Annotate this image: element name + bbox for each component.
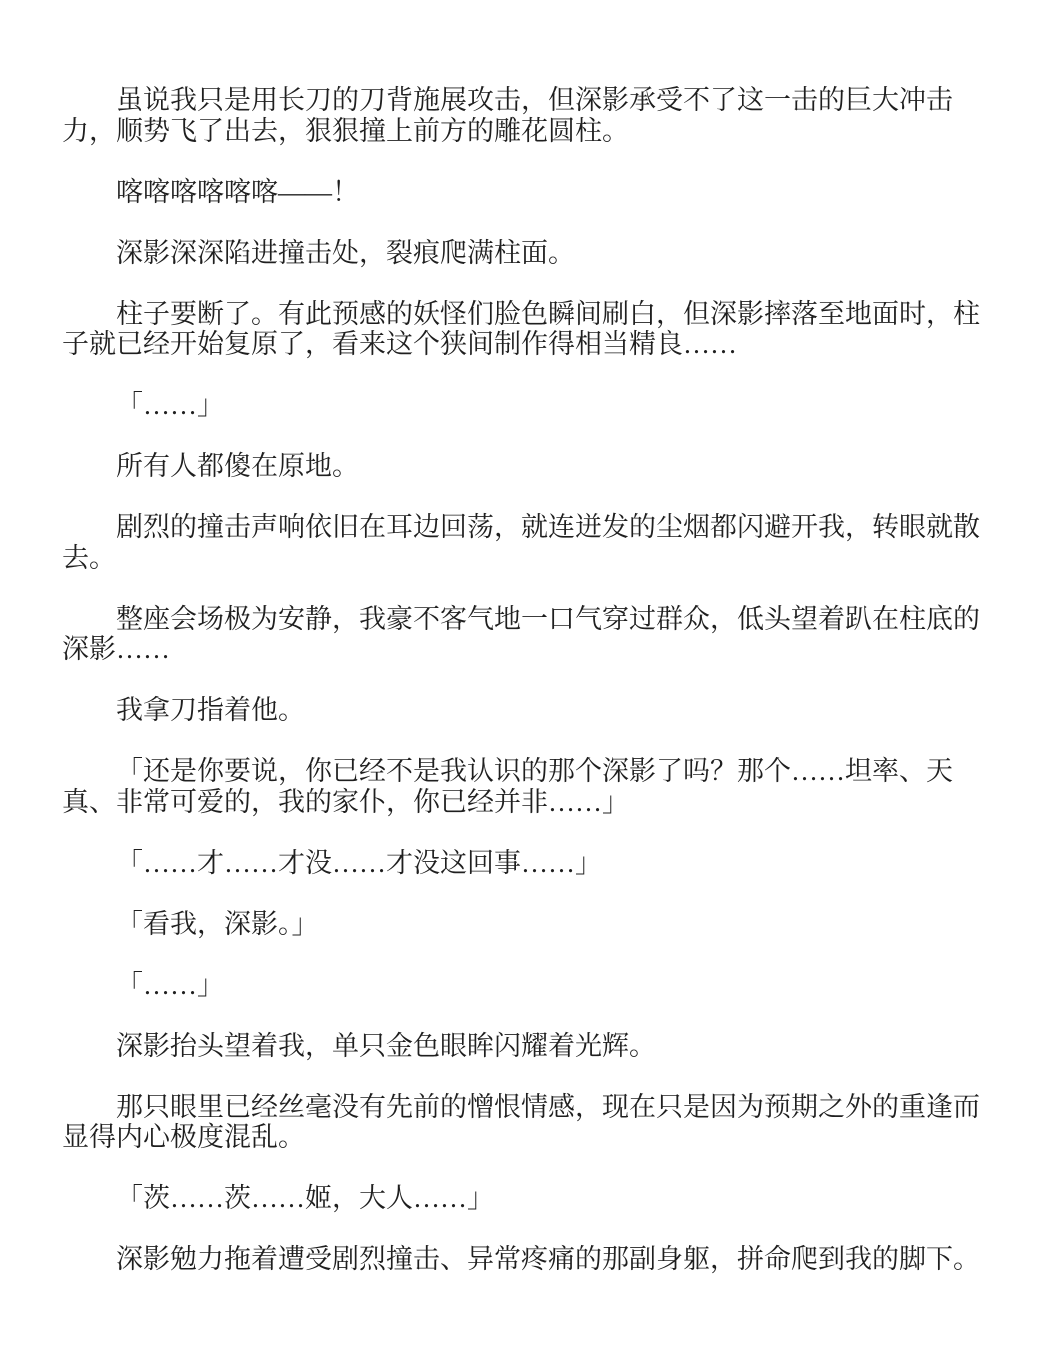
paragraph-dialogue-5: 「……」 (116, 969, 224, 1000)
paragraph-narration-3: 柱子要断了。有此预感的妖怪们脸色瞬间刷白，但深影摔落至地面时，柱子就已经开始复原了，看来这个狭间制作得相当精良…… (62, 298, 980, 359)
paragraph-narration-2: 深影深深陷进撞击处，裂痕爬满柱面。 (116, 237, 575, 268)
paragraph-narration-5: 剧烈的撞击声响依旧在耳边回荡，就连迸发的尘烟都闪避开我，转眼就散去。 (62, 512, 980, 573)
paragraph-dialogue-6: 「茨……茨……姬，大人……」 (116, 1183, 494, 1213)
paragraph-sfx-1: 喀喀喀喀喀喀——！ (116, 176, 359, 207)
paragraph-narration-1: 虽说我只是用长刀的刀背施展攻击，但深影承受不了这一击的巨大冲击力，顺势飞了出去，狠狠撞上前方的雕花圆柱。 (62, 85, 953, 146)
paragraph-narration-8: 深影抬头望着我，单只金色眼眸闪耀着光辉。 (116, 1030, 656, 1061)
paragraph-dialogue-2: 「还是你要说，你已经不是我认识的那个深影了吗？那个……坦率、天真、非常可爱的，我的家仆，你已经并非……」 (62, 756, 953, 817)
paragraph-dialogue-4: 「看我，深影。」 (116, 908, 319, 939)
paragraph-narration-10: 深影勉力拖着遭受剧烈撞击、异常疼痛的那副身躯，拼命爬到我的脚下。 (116, 1244, 980, 1274)
paragraph-narration-7: 我拿刀指着他。 (116, 695, 305, 725)
paragraph-dialogue-1: 「……」 (116, 390, 224, 420)
paragraph-narration-6: 整座会场极为安静，我豪不客气地一口气穿过群众，低头望着趴在柱底的深影…… (62, 603, 980, 664)
paragraph-narration-4: 所有人都傻在原地。 (116, 451, 359, 481)
paragraph-dialogue-3: 「……才……才没……才没这回事……」 (116, 847, 602, 878)
paragraph-narration-9: 那只眼里已经丝毫没有先前的憎恨情感，现在只是因为预期之外的重逢而显得内心极度混乱。 (62, 1091, 980, 1152)
